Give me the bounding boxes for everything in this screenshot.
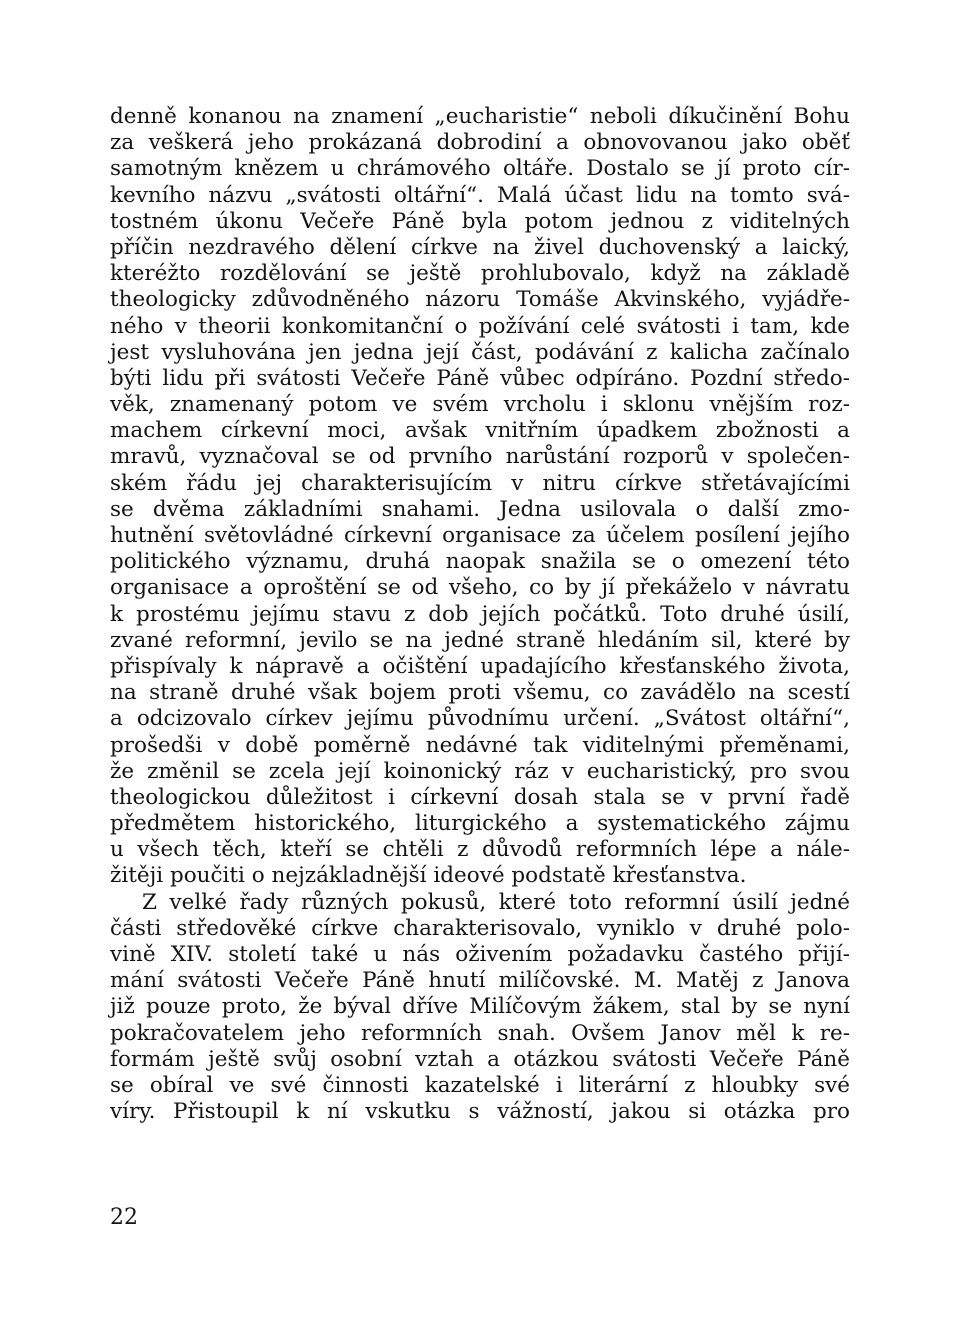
text-line: theologickou důležitost i církevní dosah stala se v první řadě xyxy=(110,784,850,810)
text-line: politického významu, druhá naopak snažila se o omezení této xyxy=(110,549,850,575)
text-line: se obíral ve své činnosti kazatelské i literární z hloubky své xyxy=(110,1072,850,1098)
text-line: na straně druhé však bojem proti všemu, co zavádělo na scestí xyxy=(110,680,850,706)
paragraph-1 xyxy=(110,104,850,890)
text-line: kevního názvu „svátosti oltářní“. Malá účast lidu na tomto svá- xyxy=(110,182,850,208)
page-number: 22 xyxy=(110,1205,138,1230)
text-line: k prostému jejímu stavu z dob jejích počátků. Toto druhé úsilí, xyxy=(110,601,850,627)
text-line: machem církevní moci, avšak vnitřním úpadkem zbožnosti a xyxy=(110,418,850,444)
text-line: a odcizovalo církev jejímu původnímu určení. „Svátost oltářní“, xyxy=(110,706,850,732)
text-line: věk, znamenaný potom ve svém vrcholu i sklonu vnějším roz- xyxy=(110,392,850,418)
text-line: tostném úkonu Večeře Páně byla potom jednou z viditelných xyxy=(110,208,850,234)
text-line: kteréžto rozdělování se ještě prohlubovalo, když na základě xyxy=(110,261,850,287)
text-line: denně konanou na znamení „eucharistie“ neboli díkučinění Bohu xyxy=(110,104,850,129)
text-line: hutnění světovládné církevní organisace za účelem posílení jejího xyxy=(110,523,850,548)
text-line: prošedši v době poměrně nedávné tak viditelnými přeměnami, xyxy=(110,732,850,758)
text-line: mání svátosti Večeře Páně hnutí milíčovské. M. Matěj z Janova xyxy=(110,968,850,994)
text-line: že změnil se zcela její koinonický ráz v eucharistický, pro svou xyxy=(110,758,850,784)
text-line: organisace a oproštění se od všeho, co by jí překáželo v návratu xyxy=(110,575,850,601)
text-line: přispívaly k nápravě a očištění upadajícího křesťanského života, xyxy=(110,653,850,679)
text-line: žitěji poučiti o nejzákladnější ideové podstatě křesťanstva. xyxy=(110,863,747,889)
text-line: samotným knězem u chrámového oltáře. Dostalo se jí proto cír- xyxy=(110,156,850,182)
body-text xyxy=(110,104,850,1125)
text-line: za veškerá jeho prokázaná dobrodiní a obnovovanou jako oběť xyxy=(110,130,850,156)
text-line: pokračovatelem jeho reformních snah. Ovšem Janov měl k re- xyxy=(110,1020,850,1046)
text-line: ském řádu jej charakterisujícím v nitru církve střetávajícími xyxy=(110,470,850,496)
text-line: mravů, vyznačoval se od prvního narůstání rozporů v společen- xyxy=(110,444,850,470)
text-line: býti lidu při svátosti Večeře Páně vůbec odpíráno. Pozdní středo- xyxy=(110,365,850,391)
paragraph-2 xyxy=(110,890,850,1126)
text-line: příčin nezdravého dělení církve na živel duchovenský a laický, xyxy=(110,234,850,260)
text-line: vině XIV. století také u nás oživením požadavku častého přijí- xyxy=(110,942,850,967)
text-line: ného v theorii konkomitanční o požívání celé svátosti i tam, kde xyxy=(110,313,850,339)
text-line: jest vysluhována jen jedna její část, podávání z kalicha začínalo xyxy=(110,339,850,365)
text-line: předmětem historického, liturgického a systematického zájmu xyxy=(110,811,850,837)
text-line: Z velké řady různých pokusů, které toto reformní úsilí jedné xyxy=(142,889,850,915)
text-line: u všech těch, kteří se chtěli z důvodů reformních lépe a nále- xyxy=(110,837,850,863)
text-line: části středověké církve charakterisovalo, vyniklo v druhé polo- xyxy=(110,915,850,941)
text-line: víry. Přistoupil k ní vskutku s vážností, jakou si otázka pro xyxy=(110,1099,850,1125)
text-line: zvané reformní, jevilo se na jedné straně hledáním sil, které by xyxy=(110,627,850,653)
text-line: formám ještě svůj osobní vztah a otázkou svátosti Večeře Páně xyxy=(110,1046,850,1072)
text-line: theologicky zdůvodněného názoru Tomáše Akvinského, vyjádře- xyxy=(110,287,850,313)
text-line: již pouze proto, že býval dříve Milíčovým žákem, stal by se nyní xyxy=(110,994,850,1020)
text-line: se dvěma základními snahami. Jedna usilovala o další zmo- xyxy=(110,496,850,522)
